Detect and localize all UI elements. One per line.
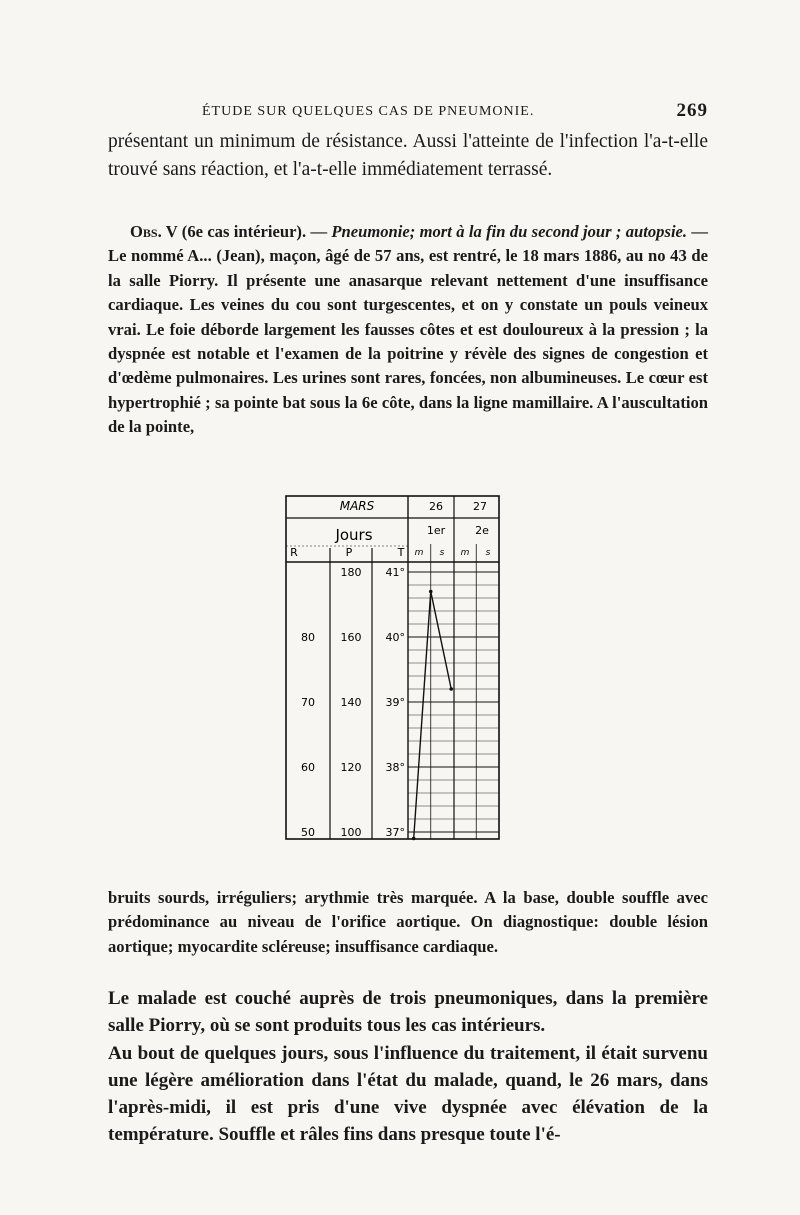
temperature-chart-svg [284, 494, 504, 844]
temp-tick-label: 41° [385, 566, 405, 579]
date-label-1: 26 [429, 500, 443, 513]
pulse-tick-label: 120 [340, 761, 362, 774]
pulse-tick-label: 140 [340, 696, 362, 709]
resp-tick-label: 70 [301, 696, 315, 709]
header-t: T [397, 546, 405, 559]
obs-title: Pneumonie; mort à la fin du second jour ; autopsie. [331, 222, 688, 241]
observation-paragraph [108, 220, 708, 440]
day-label-1: 1er [426, 524, 446, 537]
second-paragraph: Le malade est couché auprès de trois pneumoniques, dans la première salle Piorry, où se sont produits tous les cas intérieurs. [108, 988, 708, 1036]
month-label: MARS [339, 499, 375, 513]
day-label-2: 2e [475, 524, 489, 537]
third-paragraph: Au bout de quelques jours, sous l'influence du traitement, il était survenu une légère amélioration dans l'état du malade, quand, le 26 mars, dans l'après-midi, il est pris d'une vive dyspnée avec élévation de la température. Souffle et râles fins dans presque toute l'é- [108, 1043, 708, 1145]
after-chart-paragraph: bruits sourds, irréguliers; arythmie très marquée. A la base, double souffle avec prédominance au niveau de l'orifice aortique. On diagnostique: double lésion aortique; myocardite scléreuse; insuffisance cardiaque. [108, 888, 708, 956]
temp-tick-label: 40° [385, 631, 405, 644]
session-s-1: s [439, 548, 445, 558]
running-header [108, 100, 708, 126]
session-s-2: s [485, 548, 491, 558]
session-m-2: m [460, 548, 470, 558]
date-label-2: 27 [473, 500, 487, 513]
header-r: R [290, 546, 298, 559]
header-p: P [345, 546, 353, 559]
pulse-tick-label: 160 [340, 631, 362, 644]
temperature-chart [284, 494, 504, 849]
temp-tick-label: 37° [385, 826, 405, 839]
temp-tick-label: 39° [385, 696, 405, 709]
resp-tick-label: 50 [301, 826, 315, 839]
resp-tick-label: 80 [301, 631, 315, 644]
jours-label: Jours [335, 526, 373, 544]
temp-tick-label: 38° [385, 761, 405, 774]
obs-heading: V (6e cas intérieur). — [165, 222, 332, 241]
page-number: 269 [676, 100, 708, 121]
obs-label: Obs. [130, 222, 162, 241]
obs-body: — Le nommé A... (Jean), maçon, âgé de 57 ans, est rentré, le 18 mars 1886, au no 43 de la salle Piorry. Il présente une anasarque relevant nettement d'une insuffisance cardiaque. Les veines du cou sont turgescentes, et on y constate un pouls veineux vrai. Le foie déborde largement les fausses côtes et est douloureux à la pression ; la dyspnée est notable et l'examen de la poitrine y révèle des signes de congestion et d'œdème pulmonaires. Les urines sont rares, foncées, non albumineuses. Le cœur est hypertrophié ; sa pointe bat sous la 6e côte, dans la ligne mamillaire. A l'auscultation de la pointe, [108, 222, 708, 437]
pulse-tick-label: 180 [340, 566, 362, 579]
resp-tick-label: 60 [301, 761, 315, 774]
continuation-paragraph: présentant un minimum de résistance. Aussi l'atteinte de l'infection l'a-t-elle trouvé sans réaction, et l'a-t-elle immédiatement terrassé. [108, 131, 708, 180]
pulse-tick-label: 100 [340, 826, 362, 839]
running-title: ÉTUDE SUR QUELQUES CAS DE PNEUMONIE. [202, 104, 535, 119]
session-m-1: m [414, 548, 424, 558]
